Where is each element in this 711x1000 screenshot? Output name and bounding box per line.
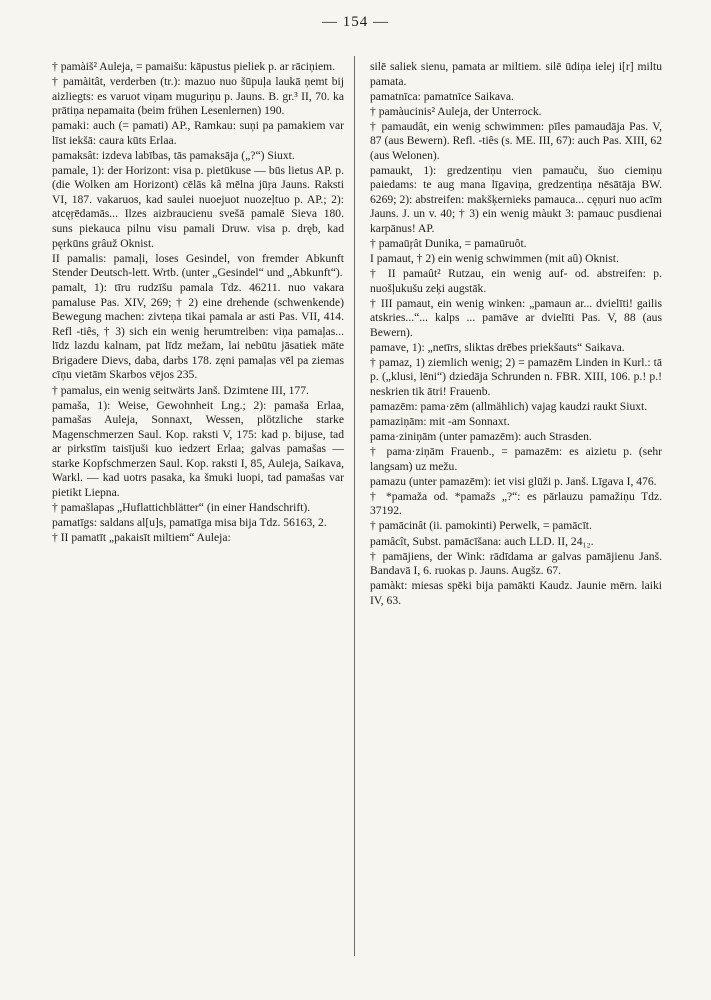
dictionary-entry: pamale, 1): der Horizont: visa p. pietūkuse — būs lietus AP. p. (die Wolken am Horizont) cēlās kâ mēlna jūŗa Jauns. Raksti VI, 187. vakaruos, kad saulei nuoejuot nuozeļtuo p. AP.; 2): atcęŗēdamās... Ilzes aizbraucienu svešā pamalē Sieva 180. suns piekauca pilnu visu pamali Druw. visa p. dręb, kad pęrkūns grâuž Oknist. xyxy=(52,163,344,250)
column-divider xyxy=(354,56,355,956)
dictionary-entry: † pamaudât, ein wenig schwimmen: pīles pamaudāja Pas. V, 87 (aus Bewern). Refl. -tiês (s. ME. III, 67): auch Pas. XIII, 62 (aus Welonen). xyxy=(370,119,662,162)
dictionary-entry: † pama·ziņām Frauenb., = pamazēm: es aizietu p. (sehr langsam) uz mežu. xyxy=(370,445,662,473)
dictionary-entry: pamatnīca: pamatnīce Saikava. xyxy=(370,89,514,103)
dictionary-entry: silē saliek sienu, pamata ar miltiem. silē ūdiņa ielej i[r] miltu pamata. xyxy=(370,60,662,88)
dictionary-entry: † pamašlapas „Huflattichblätter“ (in einer Handschrift). xyxy=(52,500,311,514)
dictionary-entry: pamatīgs: saldans al[u]s, pamatīga misa bija Tdz. 56163, 2. xyxy=(52,515,327,529)
page-number: — 154 — xyxy=(322,14,389,30)
dictionary-entry: † pamàucinis² Auleja, der Unterrock. xyxy=(370,104,542,118)
dictionary-entry: † pamaz, 1) ziemlich wenig; 2) = pamazēm Linden in Kurl.: tā p. („klusi, lēni“) dziedāja Schrunden n. FBR. XIII, 106. p.! p.! neskrien tik ātri! Frauenb. xyxy=(370,355,662,399)
left-column xyxy=(52,60,344,546)
dictionary-entry: II pamalis: pamaļi, loses Gesindel, von fremder Abkunft Stender Deutsch-lett. Wrtb. (unter „Gesindel“ und „Abkunft“). xyxy=(52,251,344,280)
dictionary-entry: pamave, 1): „netīrs, sliktas drēbes priekšauts“ Saikava. xyxy=(370,340,625,354)
dictionary-entry: pamàkt: miesas spēki bija pamākti Kaudz. Jaunie mērn. laiki IV, 63. xyxy=(370,579,662,607)
right-column xyxy=(370,60,662,609)
dictionary-entry: pamâcît, Subst. pamācīšana: auch LLD. II, 24₁₂. xyxy=(370,534,594,548)
dictionary-entry: I pamaut, † 2) ein wenig schwimmen (mit aû) Oknist. xyxy=(370,252,619,266)
dictionary-entry: † pamaūŗât Dunika, = pamaūruôt. xyxy=(370,237,527,251)
dictionary-entry: † III pamaut, ein wenig winken: „pamaun ar... dvielīti! gailis atskries...“... kalps ... pamāve ar dvielīti Pas. V, 88 (aus Bewern). xyxy=(370,296,662,339)
dictionary-entry: † II pamatīt „pakaisīt miltiem“ Auleja: xyxy=(52,531,231,544)
dictionary-entry: † pamàitât, verderben (tr.): mazuo nuo šūpuļa laukā ņemt bij aizliegts: es varuot viņam muguriņu p. Jauns. B. gr.³ II, 70. ka prātiņa nepamaita (beim frühen Lesenlernen) 190. xyxy=(52,75,344,118)
dictionary-entry: pama·ziniņām (unter pamazēm): auch Strasden. xyxy=(370,430,592,444)
dictionary-entry: † pamalus, ein wenig seitwärts Janš. Dzimtene III, 177. xyxy=(52,383,309,397)
dictionary-entry: † pamājiens, der Wink: rādīdama ar galvas pamājienu Janš. Bandavā I, 6. ruokas p. Jauns. Augšz. 67. xyxy=(370,549,662,578)
dictionary-entry: † pamācinât (ii. pamokinti) Perwelk, = pamācīt. xyxy=(370,519,592,533)
dictionary-entry: pamaksât: izdeva labības, tās pamaksāja („?“) Siuxt. xyxy=(52,148,295,162)
dictionary-entry: † pamàiš² Auleja, = pamaišu: kāpustus pieliek p. ar rāciņiem. xyxy=(52,60,336,73)
dictionary-entry: pamazu (unter pamazēm): iet visi glūži p. Janš. Līgava I, 476. xyxy=(370,474,657,488)
dictionary-entry: † *pamaža od. *pamažs „?“: es pārlauzu pamažiņu Tdz. 37192. xyxy=(370,489,662,518)
dictionary-entry: pamaziņām: mit -am Sonnaxt. xyxy=(370,415,510,429)
dictionary-entry: pamalt, 1): tīru rudzīšu pamala Tdz. 46211. nuo vakara pamaluse Pas. XIV, 269; † 2) eine drehende (schwenkende) Bewegung machen: zivteņa tikai pamala ar asti Pas. VII, 414. Refl -tiês, † 3) sich ein wenig herumtreiben: viņa pamaļas... līdz lazdu kalnam, pat līdz mežam, lai nebūtu jāsatiek māte Brigadere Dievs, daba, darbs 178. zęni pamaļas vēl pa ziemas cīņu vietām Skarbos vējos 235. xyxy=(52,281,344,382)
dictionary-entry: pamazēm: pama·zēm (allmählich) vajag kaudzi raukt Siuxt. xyxy=(370,400,648,414)
dictionary-entry: † II pamaût² Rutzau, ein wenig auf- od. abstreifen: p. nuošļukušu zeķi augstāk. xyxy=(370,267,662,295)
dictionary-entry: pamaukt, 1): gredzentiņu vien pamauču, šuo ciemiņu paiedams: te aug mana līgaviņa, gredzentiņa nēsātāja BW. 6269; 2): abstreifen: makšķernieks pamauca... cęņuri nuo acīm Jauns. J. un v. 40; † 3) ein wenig màukt 3: pamauc pusdienai karpānus! AP. xyxy=(370,163,662,236)
dictionary-entry: pamaki: auch (= pamati) AP., Ramkau: suņi pa pamakiem var līst iekšā: caura kūts Erlaa. xyxy=(52,119,344,147)
dictionary-entry: pamaša, 1): Weise, Gewohnheit Lng.; 2): pamaša Erlaa, pamašas Auleja, Sonnaxt, Wessen, plötzliche starke Magenschmerzen Saul. Kop. raksti V, 175: kad p. bijuse, tad ar pirkstīm taisījuši kuo iedzert Erlaa; galvas pamašas — starke Kopfschmerzen Saul. Kop. raksti I, 85, Auleja, Saikava, Warkl. — kad uotrs pasaka, ka šmuki luopi, tad pamašas var pietikt Liepna. xyxy=(52,398,344,499)
